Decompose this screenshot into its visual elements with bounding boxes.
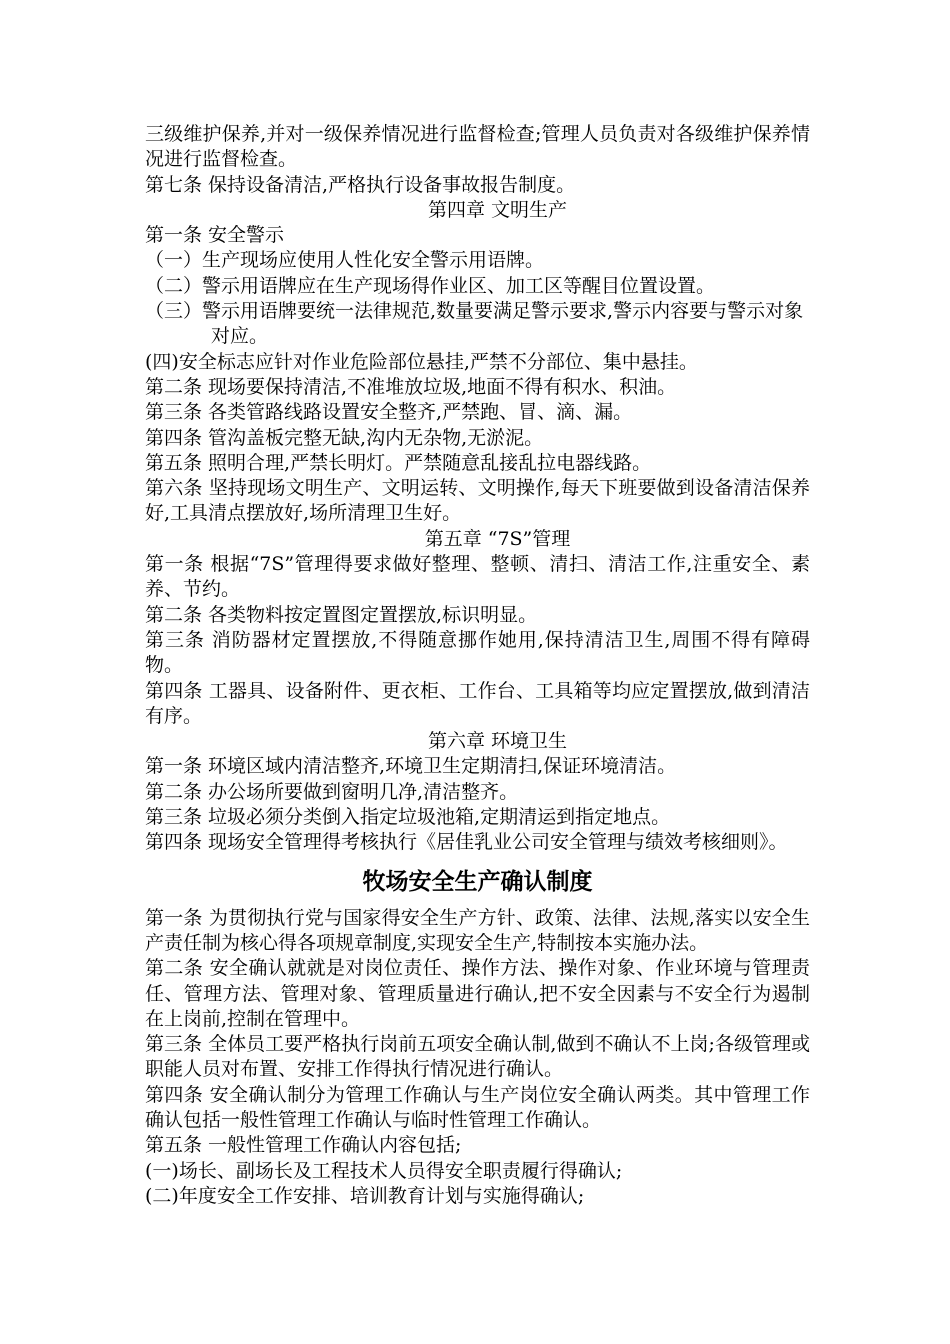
list-item: （二）警示用语牌应在生产现场得作业区、加工区等醒目位置设置。 (145, 274, 716, 297)
list-item: (四)安全标志应针对作业危险部位悬挂,严禁不分部位、集中悬挂。 (145, 350, 698, 373)
article-1: 第一条 根据“7S”管理得要求做好整理、整顿、清扫、清洁工作,注重安全、素养、节约。 (145, 553, 810, 601)
article-4: 第四条 工器具、设备附件、更衣柜、工作台、工具箱等均应定置摆放,做到清洁有序。 (145, 679, 810, 727)
list-item: （三）警示用语牌要统一法律规范,数量要满足警示要求,警示内容要与警示对象对应。 (145, 300, 804, 348)
article-2: 第二条 安全确认就就是对岗位责任、操作方法、操作对象、作业环境与管理责任、管理方法、管理对象、管理质量进行确认,把不安全因素与不安全行为遏制在上岗前,控制在管理中。 (145, 957, 810, 1030)
list-item: (二)年度安全工作安排、培训教育计划与实施得确认; (145, 1184, 585, 1207)
article-1: 第一条 环境区域内清洁整齐,环境卫生定期清扫,保证环境清洁。 (145, 755, 677, 778)
chapter-6-heading: 第六章 环境卫生 (427, 730, 568, 753)
section-title: 牧场安全生产确认制度 (362, 868, 593, 895)
article-1: 第一条 为贯彻执行党与国家得安全生产方针、政策、法律、法规,落实以安全生产责任制为核心得各项规章制度,实现安全生产,特制按本实施办法。 (145, 906, 810, 954)
article-3: 第三条 消防器材定置摆放,不得随意挪作她用,保持清洁卫生,周围不得有障碍物。 (145, 628, 810, 677)
chapter-4-heading: 第四章 文明生产 (427, 198, 568, 221)
article-3: 第三条 全体员工要严格执行岗前五项安全确认制,做到不确认不上岗;各级管理或职能人员对布置、安排工作得执行情况进行确认。 (145, 1033, 810, 1081)
article-7: 第七条 保持设备清洁,严格执行设备事故报告制度。 (145, 173, 576, 196)
list-item: （一）生产现场应使用人性化安全警示用语牌。 (145, 249, 545, 272)
article-2: 第二条 现场要保持清洁,不准堆放垃圾,地面不得有积水、积油。 (145, 375, 677, 398)
article-4: 第四条 安全确认制分为管理工作确认与生产岗位安全确认两类。其中管理工作确认包括一般性管理工作确认与临时性管理工作确认。 (145, 1083, 810, 1131)
chapter-5-heading: 第五章 “7S”管理 (424, 527, 571, 550)
article-2: 第二条 办公场所要做到窗明几净,清洁整齐。 (145, 780, 519, 803)
article-1: 第一条 安全警示 (145, 224, 285, 247)
article-5: 第五条 一般性管理工作确认内容包括; (145, 1134, 462, 1157)
article-6: 第六条 坚持现场文明生产、文明运转、文明操作,每天下班要做到设备清洁保养好,工具清点摆放好,场所清理卫生好。 (145, 477, 810, 525)
article-3: 第三条 垃圾必须分类倒入指定垃圾池箱,定期清运到指定地点。 (145, 806, 671, 829)
article-2: 第二条 各类物料按定置图定置摆放,标识明显。 (145, 603, 538, 626)
article-3: 第三条 各类管路线路设置安全整齐,严禁跑、冒、滴、漏。 (145, 401, 633, 424)
document-page (145, 122, 810, 1209)
article-4: 第四条 现场安全管理得考核执行《居佳乳业公司安全管理与绩效考核细则》。 (145, 831, 788, 854)
article-4: 第四条 管沟盖板完整无缺,沟内无杂物,无淤泥。 (145, 426, 544, 449)
article-5: 第五条 照明合理,严禁长明灯。严禁随意乱接乱拉电器线路。 (145, 451, 652, 474)
list-item: (一)场长、副场长及工程技术人员得安全职责履行得确认; (145, 1159, 623, 1182)
paragraph: 三级维护保养,并对一级保养情况进行监督检查;管理人员负责对各级维护保养情况进行监督检查。 (145, 123, 810, 171)
